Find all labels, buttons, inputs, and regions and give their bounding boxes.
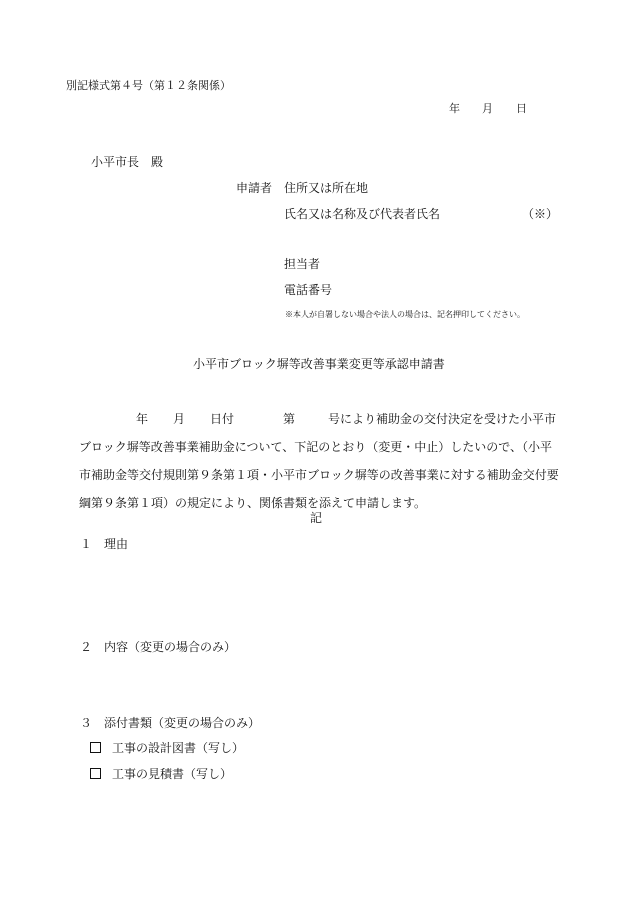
phone-label: 電話番号 <box>284 283 333 297</box>
checkbox-icon[interactable] <box>90 768 101 779</box>
address-label: 住所又は所在地 <box>284 181 369 195</box>
seal-mark: （※） <box>522 207 559 221</box>
attachment-label: 工事の設計図書（写し） <box>112 741 245 755</box>
date-month-label: 月 <box>482 102 493 115</box>
contact-person-label: 担当者 <box>284 257 321 271</box>
date-day-label: 日 <box>516 102 527 115</box>
applicant-label: 申請者 <box>236 181 273 195</box>
body-line-1-rest: 号により補助金の交付決定を受けた小平市 <box>328 412 557 426</box>
document-title: 小平市ブロック塀等改善事業変更等承認申請書 <box>193 357 445 371</box>
body-line-2: ブロック塀等改善事業補助金について、下記のとおり（変更・中止）したいので、（小平 <box>79 440 553 454</box>
body-line-4: 綱第９条第１項）の規定により、関係書類を添えて申請します。 <box>79 496 427 510</box>
body-line-1 <box>79 405 559 433</box>
name-label: 氏名又は名称及び代表者氏名 <box>284 207 441 221</box>
checkbox-icon[interactable] <box>90 742 101 753</box>
body-number-prefix: 第 <box>283 412 296 426</box>
body-dated-label: 日付 <box>210 412 235 426</box>
body-line-3: 市補助金等交付規則第９条第１項・小平市ブロック塀等の改善事業に対する補助金交付要 <box>79 468 559 482</box>
addressee: 小平市長 殿 <box>91 155 164 169</box>
attachment-item-design[interactable] <box>90 742 244 754</box>
attachment-item-estimate[interactable] <box>90 768 232 780</box>
attachment-label: 工事の見積書（写し） <box>112 767 233 781</box>
section-content: ２ 内容（変更の場合のみ） <box>80 640 237 654</box>
body-year-label: 年 <box>136 412 149 426</box>
ki-heading: 記 <box>310 511 323 525</box>
section-attachments: ３ 添付書類（変更の場合のみ） <box>80 716 261 730</box>
date-year-label: 年 <box>449 102 460 115</box>
body-paragraph <box>79 405 559 517</box>
body-month-label: 月 <box>173 412 186 426</box>
form-number: 別記様式第４号（第１２条関係） <box>66 79 231 92</box>
seal-note: ※本人が自署しない場合や法人の場合は、記名押印してください。 <box>285 310 525 319</box>
section-reason: １ 理由 <box>80 537 129 551</box>
